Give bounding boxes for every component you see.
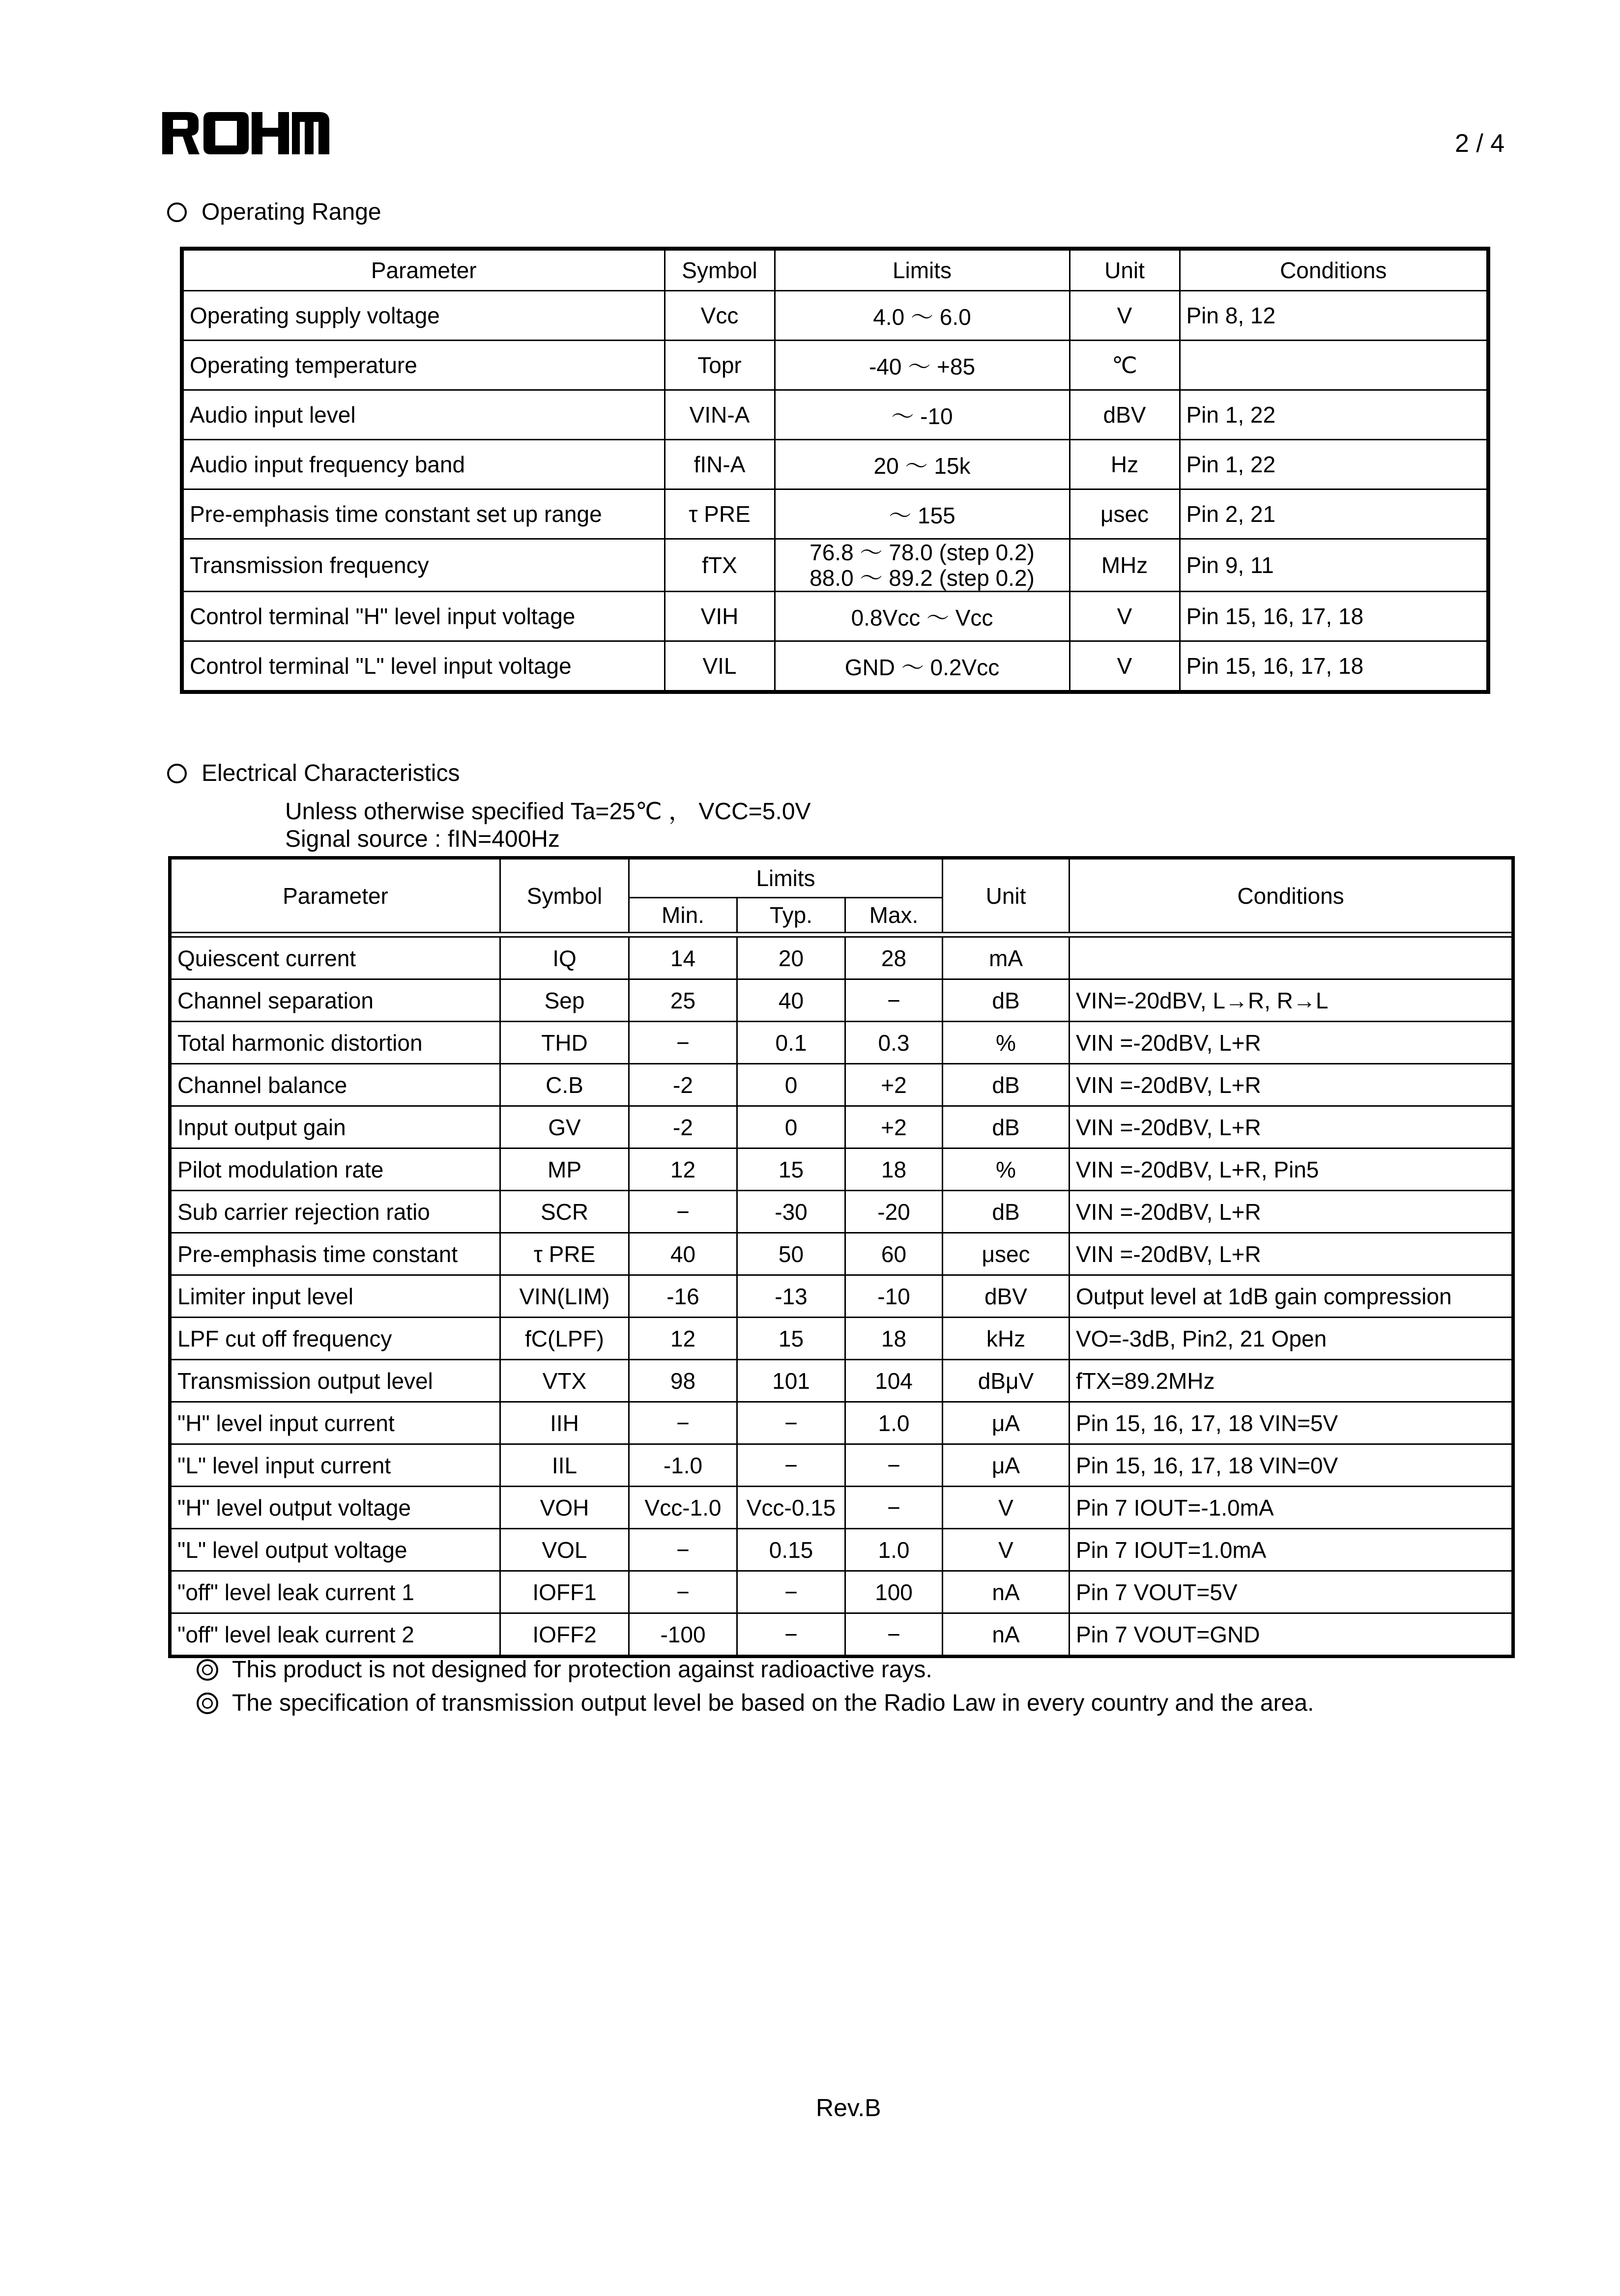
conditions-cell: VIN =-20dBV, L+R bbox=[1070, 1233, 1513, 1275]
table-row bbox=[170, 1022, 1513, 1064]
min-cell: 25 bbox=[629, 979, 737, 1022]
conditions-cell bbox=[1070, 937, 1513, 979]
limits-line-2: 88.0 ～ 89.2 (step 0.2) bbox=[810, 565, 1035, 591]
parameter-cell: Pilot modulation rate bbox=[170, 1148, 500, 1191]
unit-cell: % bbox=[943, 1022, 1070, 1064]
table-row bbox=[170, 1402, 1513, 1444]
symbol-cell: VIH bbox=[665, 592, 775, 641]
parameter-cell: Audio input frequency band bbox=[182, 440, 665, 489]
double-circle-icon bbox=[197, 1659, 218, 1681]
note-text: This product is not designed for protection against radioactive rays. bbox=[232, 1657, 932, 1683]
conditions-cell: Pin 7 VOUT=5V bbox=[1070, 1571, 1513, 1613]
conditions-cell: Pin 2, 21 bbox=[1180, 489, 1488, 539]
parameter-cell: "off" level leak current 2 bbox=[170, 1613, 500, 1657]
conditions-cell: Pin 8, 12 bbox=[1180, 291, 1488, 341]
unit-cell: V bbox=[1070, 291, 1180, 341]
unit-cell: dBV bbox=[1070, 390, 1180, 440]
symbol-cell: Vcc bbox=[665, 291, 775, 341]
max-cell: +2 bbox=[845, 1064, 943, 1106]
column-header-unit: Unit bbox=[943, 858, 1070, 933]
parameter-cell: Pre-emphasis time constant set up range bbox=[182, 489, 665, 539]
symbol-cell: VIN(LIM) bbox=[500, 1275, 629, 1318]
max-cell: − bbox=[845, 1444, 943, 1487]
conditions-cell: VIN =-20dBV, L+R, Pin5 bbox=[1070, 1148, 1513, 1191]
symbol-cell: GV bbox=[500, 1106, 629, 1148]
min-cell: Vcc-1.0 bbox=[629, 1487, 737, 1529]
symbol-cell: MP bbox=[500, 1148, 629, 1191]
conditions-cell: Output level at 1dB gain compression bbox=[1070, 1275, 1513, 1318]
typ-cell: 15 bbox=[737, 1148, 845, 1191]
column-header-parameter: Parameter bbox=[170, 858, 500, 933]
min-cell: − bbox=[629, 1571, 737, 1613]
limits-cell: ～ -10 bbox=[775, 390, 1070, 440]
symbol-cell: IIH bbox=[500, 1402, 629, 1444]
conditions-cell: Pin 7 VOUT=GND bbox=[1070, 1613, 1513, 1657]
column-header: Limits bbox=[775, 249, 1070, 291]
unit-cell: V bbox=[1070, 641, 1180, 692]
parameter-cell: Total harmonic distortion bbox=[170, 1022, 500, 1064]
limits-cell: -40 ～ +85 bbox=[775, 341, 1070, 390]
unit-cell: ℃ bbox=[1070, 341, 1180, 390]
unit-cell: V bbox=[943, 1487, 1070, 1529]
table-row bbox=[170, 1106, 1513, 1148]
max-cell: 28 bbox=[845, 937, 943, 979]
typ-cell: − bbox=[737, 1444, 845, 1487]
unit-cell: dBV bbox=[943, 1275, 1070, 1318]
conditions-cell: Pin 15, 16, 17, 18 VIN=5V bbox=[1070, 1402, 1513, 1444]
max-cell: -20 bbox=[845, 1191, 943, 1233]
note-text: The specification of transmission output level be based on the Radio Law in every country and the area. bbox=[232, 1690, 1314, 1716]
parameter-cell: Pre-emphasis time constant bbox=[170, 1233, 500, 1275]
table-row bbox=[170, 1613, 1513, 1657]
symbol-cell: VTX bbox=[500, 1360, 629, 1402]
symbol-cell: VOH bbox=[500, 1487, 629, 1529]
column-header: Symbol bbox=[665, 249, 775, 291]
max-cell: 104 bbox=[845, 1360, 943, 1402]
table-divider bbox=[170, 933, 1513, 937]
conditions-cell bbox=[1180, 341, 1488, 390]
typ-cell: 0 bbox=[737, 1106, 845, 1148]
parameter-cell: Operating supply voltage bbox=[182, 291, 665, 341]
unit-cell: V bbox=[943, 1529, 1070, 1571]
circle-bullet-icon bbox=[167, 202, 187, 222]
min-cell: -100 bbox=[629, 1613, 737, 1657]
parameter-cell: Input output gain bbox=[170, 1106, 500, 1148]
symbol-cell: Topr bbox=[665, 341, 775, 390]
unit-cell: dB bbox=[943, 1106, 1070, 1148]
unit-cell: dB bbox=[943, 979, 1070, 1022]
table-row bbox=[170, 1191, 1513, 1233]
min-cell: 14 bbox=[629, 937, 737, 979]
unit-cell: kHz bbox=[943, 1318, 1070, 1360]
parameter-cell: LPF cut off frequency bbox=[170, 1318, 500, 1360]
electrical-title: Electrical Characteristics bbox=[202, 760, 460, 786]
symbol-cell: τ PRE bbox=[665, 489, 775, 539]
column-header-conditions: Conditions bbox=[1070, 858, 1513, 933]
unit-cell: dBμV bbox=[943, 1360, 1070, 1402]
parameter-cell: "H" level output voltage bbox=[170, 1487, 500, 1529]
symbol-cell: VOL bbox=[500, 1529, 629, 1571]
symbol-cell: τ PRE bbox=[500, 1233, 629, 1275]
min-cell: 98 bbox=[629, 1360, 737, 1402]
unit-cell: nA bbox=[943, 1571, 1070, 1613]
min-cell: -2 bbox=[629, 1064, 737, 1106]
parameter-cell: Limiter input level bbox=[170, 1275, 500, 1318]
parameter-cell: Operating temperature bbox=[182, 341, 665, 390]
symbol-cell: C.B bbox=[500, 1064, 629, 1106]
unit-cell: V bbox=[1070, 592, 1180, 641]
operating-range-heading bbox=[167, 199, 381, 226]
table-row bbox=[170, 1233, 1513, 1275]
limits-cell: GND ～ 0.2Vcc bbox=[775, 641, 1070, 692]
double-circle-icon bbox=[197, 1693, 218, 1714]
conditions-cell: VO=-3dB, Pin2, 21 Open bbox=[1070, 1318, 1513, 1360]
table-row bbox=[170, 1571, 1513, 1613]
symbol-cell: VIN-A bbox=[665, 390, 775, 440]
table-row bbox=[170, 937, 1513, 979]
column-header: Parameter bbox=[182, 249, 665, 291]
unit-cell: dB bbox=[943, 1064, 1070, 1106]
max-cell: 1.0 bbox=[845, 1402, 943, 1444]
typ-cell: 20 bbox=[737, 937, 845, 979]
column-header-symbol: Symbol bbox=[500, 858, 629, 933]
revision-label: Rev.B bbox=[816, 2094, 881, 2122]
typ-cell: 15 bbox=[737, 1318, 845, 1360]
max-cell: -10 bbox=[845, 1275, 943, 1318]
table-row bbox=[170, 1148, 1513, 1191]
typ-cell: 101 bbox=[737, 1360, 845, 1402]
unit-cell: nA bbox=[943, 1613, 1070, 1657]
table-row bbox=[182, 440, 1488, 489]
min-cell: − bbox=[629, 1529, 737, 1571]
conditions-cell: Pin 7 IOUT=1.0mA bbox=[1070, 1529, 1513, 1571]
unit-cell: % bbox=[943, 1148, 1070, 1191]
rohm-logo-mark bbox=[162, 112, 329, 154]
column-header-typ: Typ. bbox=[737, 898, 845, 933]
note-2 bbox=[197, 1690, 1314, 1717]
max-cell: 18 bbox=[845, 1318, 943, 1360]
symbol-cell: fC(LPF) bbox=[500, 1318, 629, 1360]
conditions-cell: Pin 15, 16, 17, 18 VIN=0V bbox=[1070, 1444, 1513, 1487]
min-cell: -2 bbox=[629, 1106, 737, 1148]
electrical-characteristics-table bbox=[168, 856, 1515, 1658]
limits-line-1: 76.8 ～ 78.0 (step 0.2) bbox=[810, 540, 1035, 565]
min-cell: -1.0 bbox=[629, 1444, 737, 1487]
symbol-cell: IOFF1 bbox=[500, 1571, 629, 1613]
table-row bbox=[182, 291, 1488, 341]
unit-cell: mA bbox=[943, 937, 1070, 979]
min-cell: 12 bbox=[629, 1148, 737, 1191]
conditions-cell: Pin 9, 11 bbox=[1180, 539, 1488, 592]
parameter-cell: Transmission frequency bbox=[182, 539, 665, 592]
max-cell: 18 bbox=[845, 1148, 943, 1191]
min-cell: − bbox=[629, 1022, 737, 1064]
limits-cell: 0.8Vcc ～ Vcc bbox=[775, 592, 1070, 641]
parameter-cell: Control terminal "L" level input voltage bbox=[182, 641, 665, 692]
table-row bbox=[182, 641, 1488, 692]
max-cell: − bbox=[845, 1487, 943, 1529]
typ-cell: 0 bbox=[737, 1064, 845, 1106]
conditions-cell: Pin 15, 16, 17, 18 bbox=[1180, 641, 1488, 692]
parameter-cell: Channel separation bbox=[170, 979, 500, 1022]
unit-cell: μA bbox=[943, 1402, 1070, 1444]
table-header-row bbox=[170, 858, 1513, 898]
typ-cell: -30 bbox=[737, 1191, 845, 1233]
symbol-cell: THD bbox=[500, 1022, 629, 1064]
typ-cell: -13 bbox=[737, 1275, 845, 1318]
electrical-heading bbox=[167, 760, 460, 787]
parameter-cell: Audio input level bbox=[182, 390, 665, 440]
operating-range-title: Operating Range bbox=[202, 199, 381, 225]
max-cell: 60 bbox=[845, 1233, 943, 1275]
conditions-cell: VIN =-20dBV, L+R bbox=[1070, 1022, 1513, 1064]
max-cell: 100 bbox=[845, 1571, 943, 1613]
column-header-min: Min. bbox=[629, 898, 737, 933]
symbol-cell: Sep bbox=[500, 979, 629, 1022]
table-row bbox=[170, 1275, 1513, 1318]
symbol-cell: IQ bbox=[500, 937, 629, 979]
parameter-cell: "L" level output voltage bbox=[170, 1529, 500, 1571]
parameter-cell: Sub carrier rejection ratio bbox=[170, 1191, 500, 1233]
symbol-cell: IOFF2 bbox=[500, 1613, 629, 1657]
unit-cell: μsec bbox=[1070, 489, 1180, 539]
parameter-cell: "H" level input current bbox=[170, 1402, 500, 1444]
max-cell: − bbox=[845, 979, 943, 1022]
limits-cell: 20 ～ 15k bbox=[775, 440, 1070, 489]
symbol-cell: fTX bbox=[665, 539, 775, 592]
page-number: 2 / 4 bbox=[1455, 129, 1505, 158]
column-header: Conditions bbox=[1180, 249, 1488, 291]
rohm-logo bbox=[162, 112, 329, 154]
typ-cell: 0.15 bbox=[737, 1529, 845, 1571]
conditions-cell: fTX=89.2MHz bbox=[1070, 1360, 1513, 1402]
table-row bbox=[182, 592, 1488, 641]
parameter-cell: "L" level input current bbox=[170, 1444, 500, 1487]
conditions-cell: VIN=-20dBV, L→R, R→L bbox=[1070, 979, 1513, 1022]
unit-cell: dB bbox=[943, 1191, 1070, 1233]
table-row bbox=[170, 1064, 1513, 1106]
table-row bbox=[170, 1487, 1513, 1529]
table-row bbox=[182, 341, 1488, 390]
limits-cell: 4.0 ～ 6.0 bbox=[775, 291, 1070, 341]
typ-cell: Vcc-0.15 bbox=[737, 1487, 845, 1529]
operating-range-table bbox=[180, 247, 1490, 694]
table-row bbox=[182, 390, 1488, 440]
min-cell: − bbox=[629, 1191, 737, 1233]
conditions-subline: Unless otherwise specified Ta=25℃ ， VCC=5.0V bbox=[285, 799, 811, 825]
table-header-row bbox=[182, 249, 1488, 291]
conditions-cell: VIN =-20dBV, L+R bbox=[1070, 1191, 1513, 1233]
parameter-cell: Transmission output level bbox=[170, 1360, 500, 1402]
table-row bbox=[182, 539, 1488, 592]
conditions-cell: Pin 7 IOUT=-1.0mA bbox=[1070, 1487, 1513, 1529]
conditions-cell: Pin 15, 16, 17, 18 bbox=[1180, 592, 1488, 641]
typ-cell: − bbox=[737, 1613, 845, 1657]
min-cell: 12 bbox=[629, 1318, 737, 1360]
note-1 bbox=[197, 1656, 932, 1683]
limits-cell: ～ 155 bbox=[775, 489, 1070, 539]
table-row bbox=[170, 1318, 1513, 1360]
signal-source-subline: Signal source : fIN=400Hz bbox=[285, 826, 560, 852]
min-cell: -16 bbox=[629, 1275, 737, 1318]
unit-cell: MHz bbox=[1070, 539, 1180, 592]
parameter-cell: Channel balance bbox=[170, 1064, 500, 1106]
column-header-max: Max. bbox=[845, 898, 943, 933]
electrical-table-body bbox=[170, 937, 1513, 1657]
limits-cell bbox=[775, 539, 1070, 592]
unit-cell: Hz bbox=[1070, 440, 1180, 489]
parameter-cell: "off" level leak current 1 bbox=[170, 1571, 500, 1613]
typ-cell: − bbox=[737, 1571, 845, 1613]
table-row bbox=[170, 1360, 1513, 1402]
max-cell: 0.3 bbox=[845, 1022, 943, 1064]
symbol-cell: IIL bbox=[500, 1444, 629, 1487]
conditions-cell: Pin 1, 22 bbox=[1180, 390, 1488, 440]
symbol-cell: VIL bbox=[665, 641, 775, 692]
conditions-cell: Pin 1, 22 bbox=[1180, 440, 1488, 489]
typ-cell: − bbox=[737, 1402, 845, 1444]
symbol-cell: fIN-A bbox=[665, 440, 775, 489]
typ-cell: 40 bbox=[737, 979, 845, 1022]
parameter-cell: Control terminal "H" level input voltage bbox=[182, 592, 665, 641]
max-cell: +2 bbox=[845, 1106, 943, 1148]
column-header-limits: Limits bbox=[629, 858, 943, 898]
table-row bbox=[170, 1529, 1513, 1571]
unit-cell: μA bbox=[943, 1444, 1070, 1487]
min-cell: 40 bbox=[629, 1233, 737, 1275]
table-row bbox=[170, 1444, 1513, 1487]
table-row bbox=[182, 489, 1488, 539]
parameter-cell: Quiescent current bbox=[170, 937, 500, 979]
column-header: Unit bbox=[1070, 249, 1180, 291]
table-row bbox=[170, 979, 1513, 1022]
unit-cell: μsec bbox=[943, 1233, 1070, 1275]
max-cell: 1.0 bbox=[845, 1529, 943, 1571]
circle-bullet-icon bbox=[167, 764, 187, 783]
conditions-cell: VIN =-20dBV, L+R bbox=[1070, 1064, 1513, 1106]
min-cell: − bbox=[629, 1402, 737, 1444]
max-cell: − bbox=[845, 1613, 943, 1657]
typ-cell: 50 bbox=[737, 1233, 845, 1275]
symbol-cell: SCR bbox=[500, 1191, 629, 1233]
conditions-cell: VIN =-20dBV, L+R bbox=[1070, 1106, 1513, 1148]
typ-cell: 0.1 bbox=[737, 1022, 845, 1064]
